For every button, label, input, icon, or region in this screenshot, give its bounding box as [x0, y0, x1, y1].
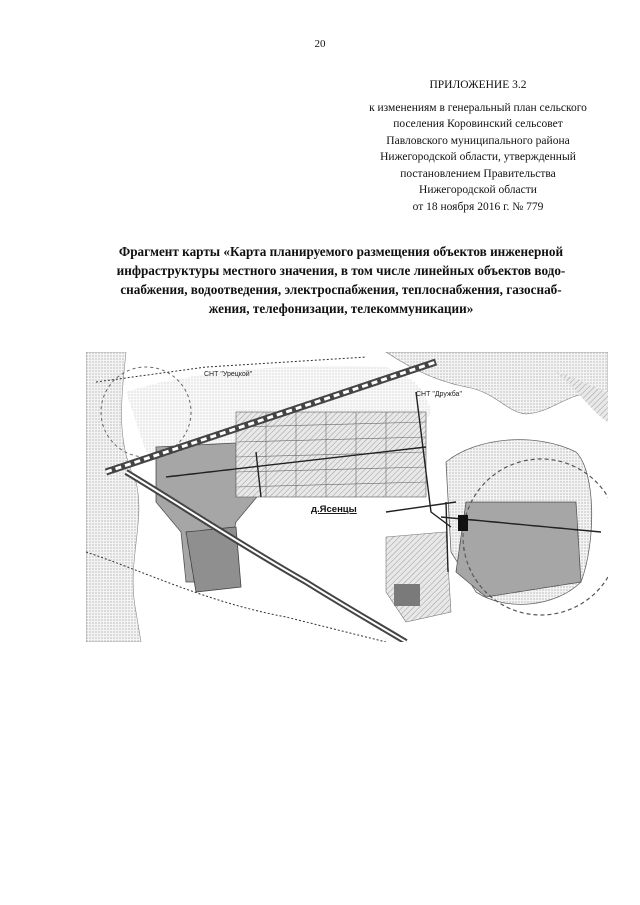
- appendix-line: к изменениям в генеральный план сельского: [369, 101, 587, 114]
- appendix-line: Нижегородской области, утвержденный: [380, 151, 576, 163]
- document-title: [80, 242, 602, 318]
- document-title-line: снабжения, водоотведения, электроспабжения, теплоснабжения, газоснаб-: [120, 282, 562, 297]
- map-fragment: [86, 352, 608, 642]
- document-title-line: инфраструктуры местного значения, в том числе линейных объектов водо-: [116, 263, 566, 278]
- document-title-line: Фрагмент карты «Карта планируемого размещения объектов инженерной: [118, 244, 564, 259]
- label-snt-druzhba: СНТ "Дружба": [416, 391, 462, 398]
- appendix-line: Нижегородской области: [419, 184, 537, 196]
- appendix-line: Павловского муниципального района: [386, 134, 570, 147]
- south-east-block: [394, 584, 420, 606]
- label-snt-ureckoy: СНТ "Урецкой": [204, 371, 253, 378]
- page-number: 20: [314, 38, 326, 50]
- appendix-line: от 18 ноября 2016 г. № 779: [412, 200, 544, 213]
- map-svg: [86, 352, 608, 642]
- appendix-block: [338, 77, 618, 215]
- appendix-line: постановлением Правительства: [400, 167, 556, 180]
- appendix-line: поселения Коровинский сельсовет: [393, 118, 563, 130]
- substation-marker: [458, 515, 468, 531]
- east-dense: [456, 502, 581, 597]
- appendix-title: ПРИЛОЖЕНИЕ 3.2: [429, 79, 527, 91]
- document-title-line: жения, телефонизации, телекоммуникации»: [208, 301, 474, 316]
- garden-parcels: [236, 412, 426, 497]
- label-village: д.Ясенцы: [311, 504, 357, 515]
